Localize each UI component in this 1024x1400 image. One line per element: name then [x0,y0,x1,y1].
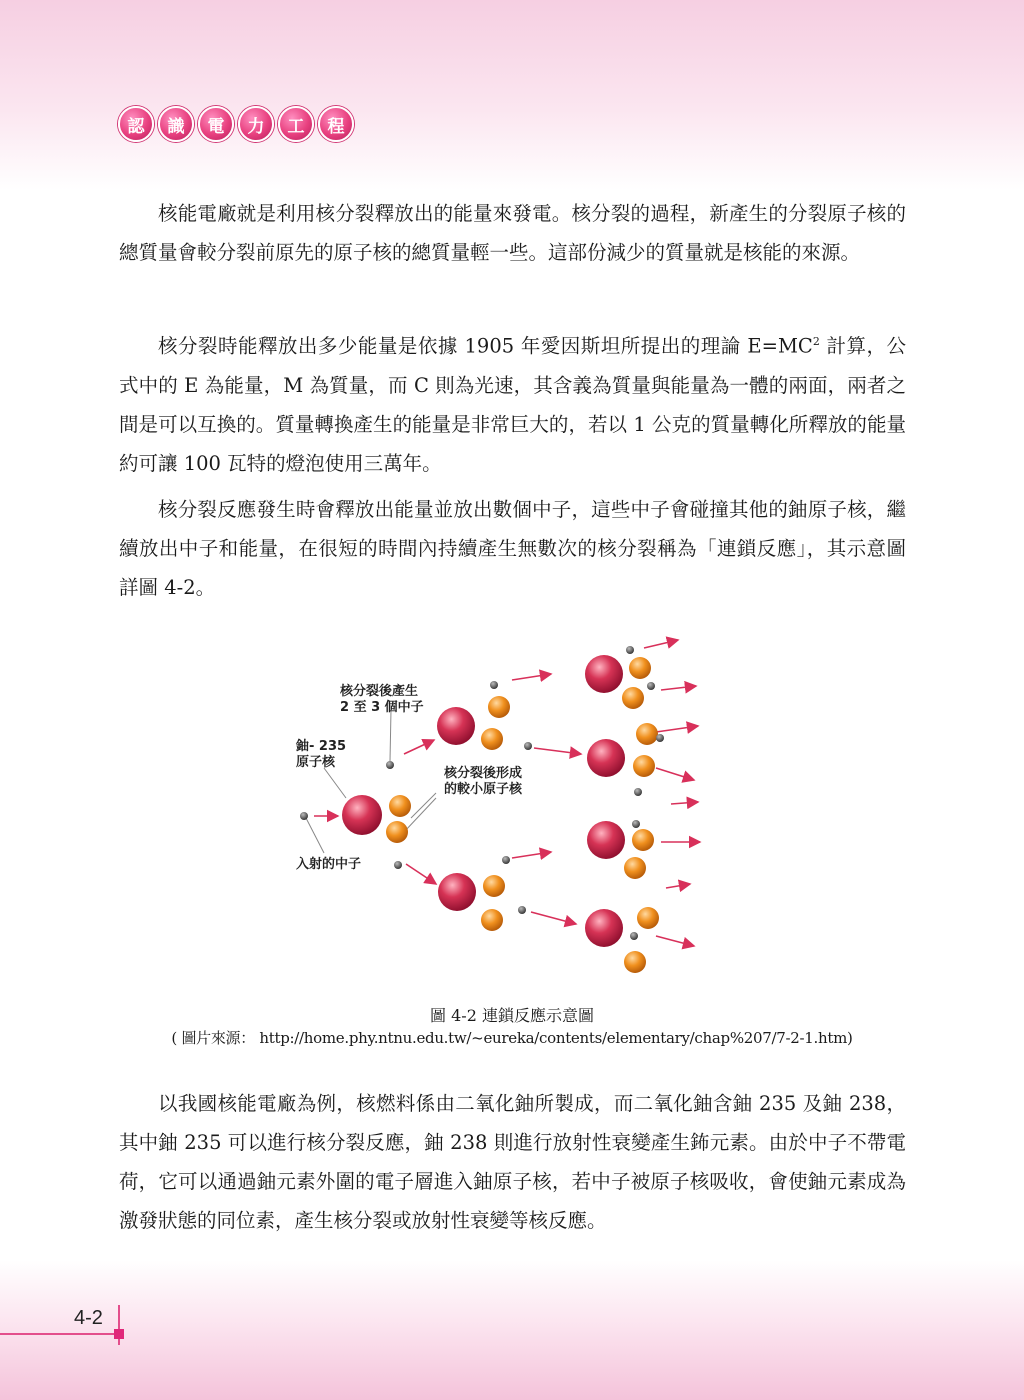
paragraph-text: 計算，公式中的 E 為能量，M 為質量，而 C 則為光速，其含義為質量與能量為一體的兩面，兩者之間是可以互換的。質量轉換產生的能量是非常巨大的，若以 1 公克的質量轉化所釋放的能量約可讓 100 瓦特的燈泡使用三萬年。 [119,334,906,475]
label-fragments: 核分裂後形成 [444,766,523,781]
label-fission-neutrons: 2 至 3 個中子 [340,700,424,715]
arrow [666,884,690,888]
leader-line [306,818,324,853]
page-number: 4-2 [74,1307,103,1329]
arrow [404,740,434,754]
arrow [644,640,678,648]
label-incident-neutron: 入射的中子 [296,857,362,872]
leader-line [324,768,346,798]
fission-fragment [632,829,654,851]
book-title-header [118,106,354,142]
neutron [626,646,634,654]
paragraph-einstein-formula [119,322,906,483]
neutron [300,812,308,820]
arrow [661,686,696,690]
arrow [656,768,694,780]
neutron [394,861,402,869]
title-char: 力 [238,106,274,142]
neutron [656,734,664,742]
arrow [656,936,694,946]
paragraph-nuclear-plant: 核能電廠就是利用核分裂釋放出的能量來發電。核分裂的過程，新產生的分裂原子核的總質量會較分裂前原先的原子核的總質量輕一些。這部份減少的質量就是核能的來源。 [119,202,906,264]
uranium-nucleus [437,707,475,745]
uranium-nucleus [587,821,625,859]
figure-caption: 圖 4-2 連鎖反應示意圖 [430,1006,594,1025]
arrow [512,674,551,680]
arrow [531,912,576,924]
footer-rule [118,1305,120,1345]
fission-fragment [622,687,644,709]
fission-fragment [624,857,646,879]
title-char: 工 [278,106,314,142]
fission-fragment [637,907,659,929]
fission-fragment [633,755,655,777]
fission-fragment [481,909,503,931]
fission-fragment [389,795,411,817]
paragraph-uranium-fuel: 以我國核能電廠為例，核燃料係由二氧化鈾所製成，而二氧化鈾含鈾 235 及鈾 238，其中鈾 235 可以進行核分裂反應，鈾 238 則進行放射性衰變產生鈽元素。由於中子不帶電荷，它可以通過鈾元素外圍的電子層進入鈾原子核，若中子被原子核吸收，會使鈾元素成為激發狀態的同位素，產生核分裂或放射性衰變等核反應。 [119,1092,906,1232]
neutron [386,761,394,769]
uranium-nucleus [587,739,625,777]
arrow [406,864,436,884]
title-char: 程 [318,106,354,142]
title-char: 識 [158,106,194,142]
label-fission-neutrons: 核分裂後產生 [340,684,419,699]
paragraph-text: 核分裂時能釋放出多少能量是依據 1905 年愛因斯坦所提出的理論 E=MC [158,334,813,358]
fission-fragment [488,696,510,718]
leader-line [390,710,391,761]
arrow [512,852,551,858]
uranium-nucleus [585,909,623,947]
neutron [630,932,638,940]
fission-fragment [386,821,408,843]
neutron [632,820,640,828]
label-fragments: 的較小原子核 [444,782,523,797]
label-uranium: 鈾- 235 [296,739,347,754]
neutron [518,906,526,914]
uranium-nucleus [585,655,623,693]
leader-line [411,793,436,818]
neutron [490,681,498,689]
arrow [534,748,581,754]
fission-fragment [629,657,651,679]
title-char: 認 [118,106,154,142]
chain-reaction-diagram [286,628,726,978]
paragraph-chain-reaction: 核分裂反應發生時會釋放出能量並放出數個中子，這些中子會碰撞其他的鈾原子核，繼續放出中子和能量，在很短的時間內持續產生無數次的核分裂稱為「連鎖反應」，其示意圖詳圖 4-2。 [119,498,906,599]
arrow [656,726,698,732]
arrow [671,802,698,804]
fission-fragment [636,723,658,745]
uranium-nucleus [342,795,382,835]
title-char: 電 [198,106,234,142]
superscript: 2 [812,335,820,348]
footer-rule [0,1333,118,1335]
neutron [647,682,655,690]
neutron [524,742,532,750]
label-uranium: 原子核 [296,755,336,770]
footer-marker [114,1329,124,1339]
fission-fragment [624,951,646,973]
neutron [634,788,642,796]
fission-fragment [481,728,503,750]
fission-fragment [483,875,505,897]
figure-source: ( 圖片來源： http://home.phy.ntnu.edu.tw/~eureka/contents/elementary/chap%207/7-2-1.htm) [171,1029,853,1047]
neutron [502,856,510,864]
uranium-nucleus [438,873,476,911]
